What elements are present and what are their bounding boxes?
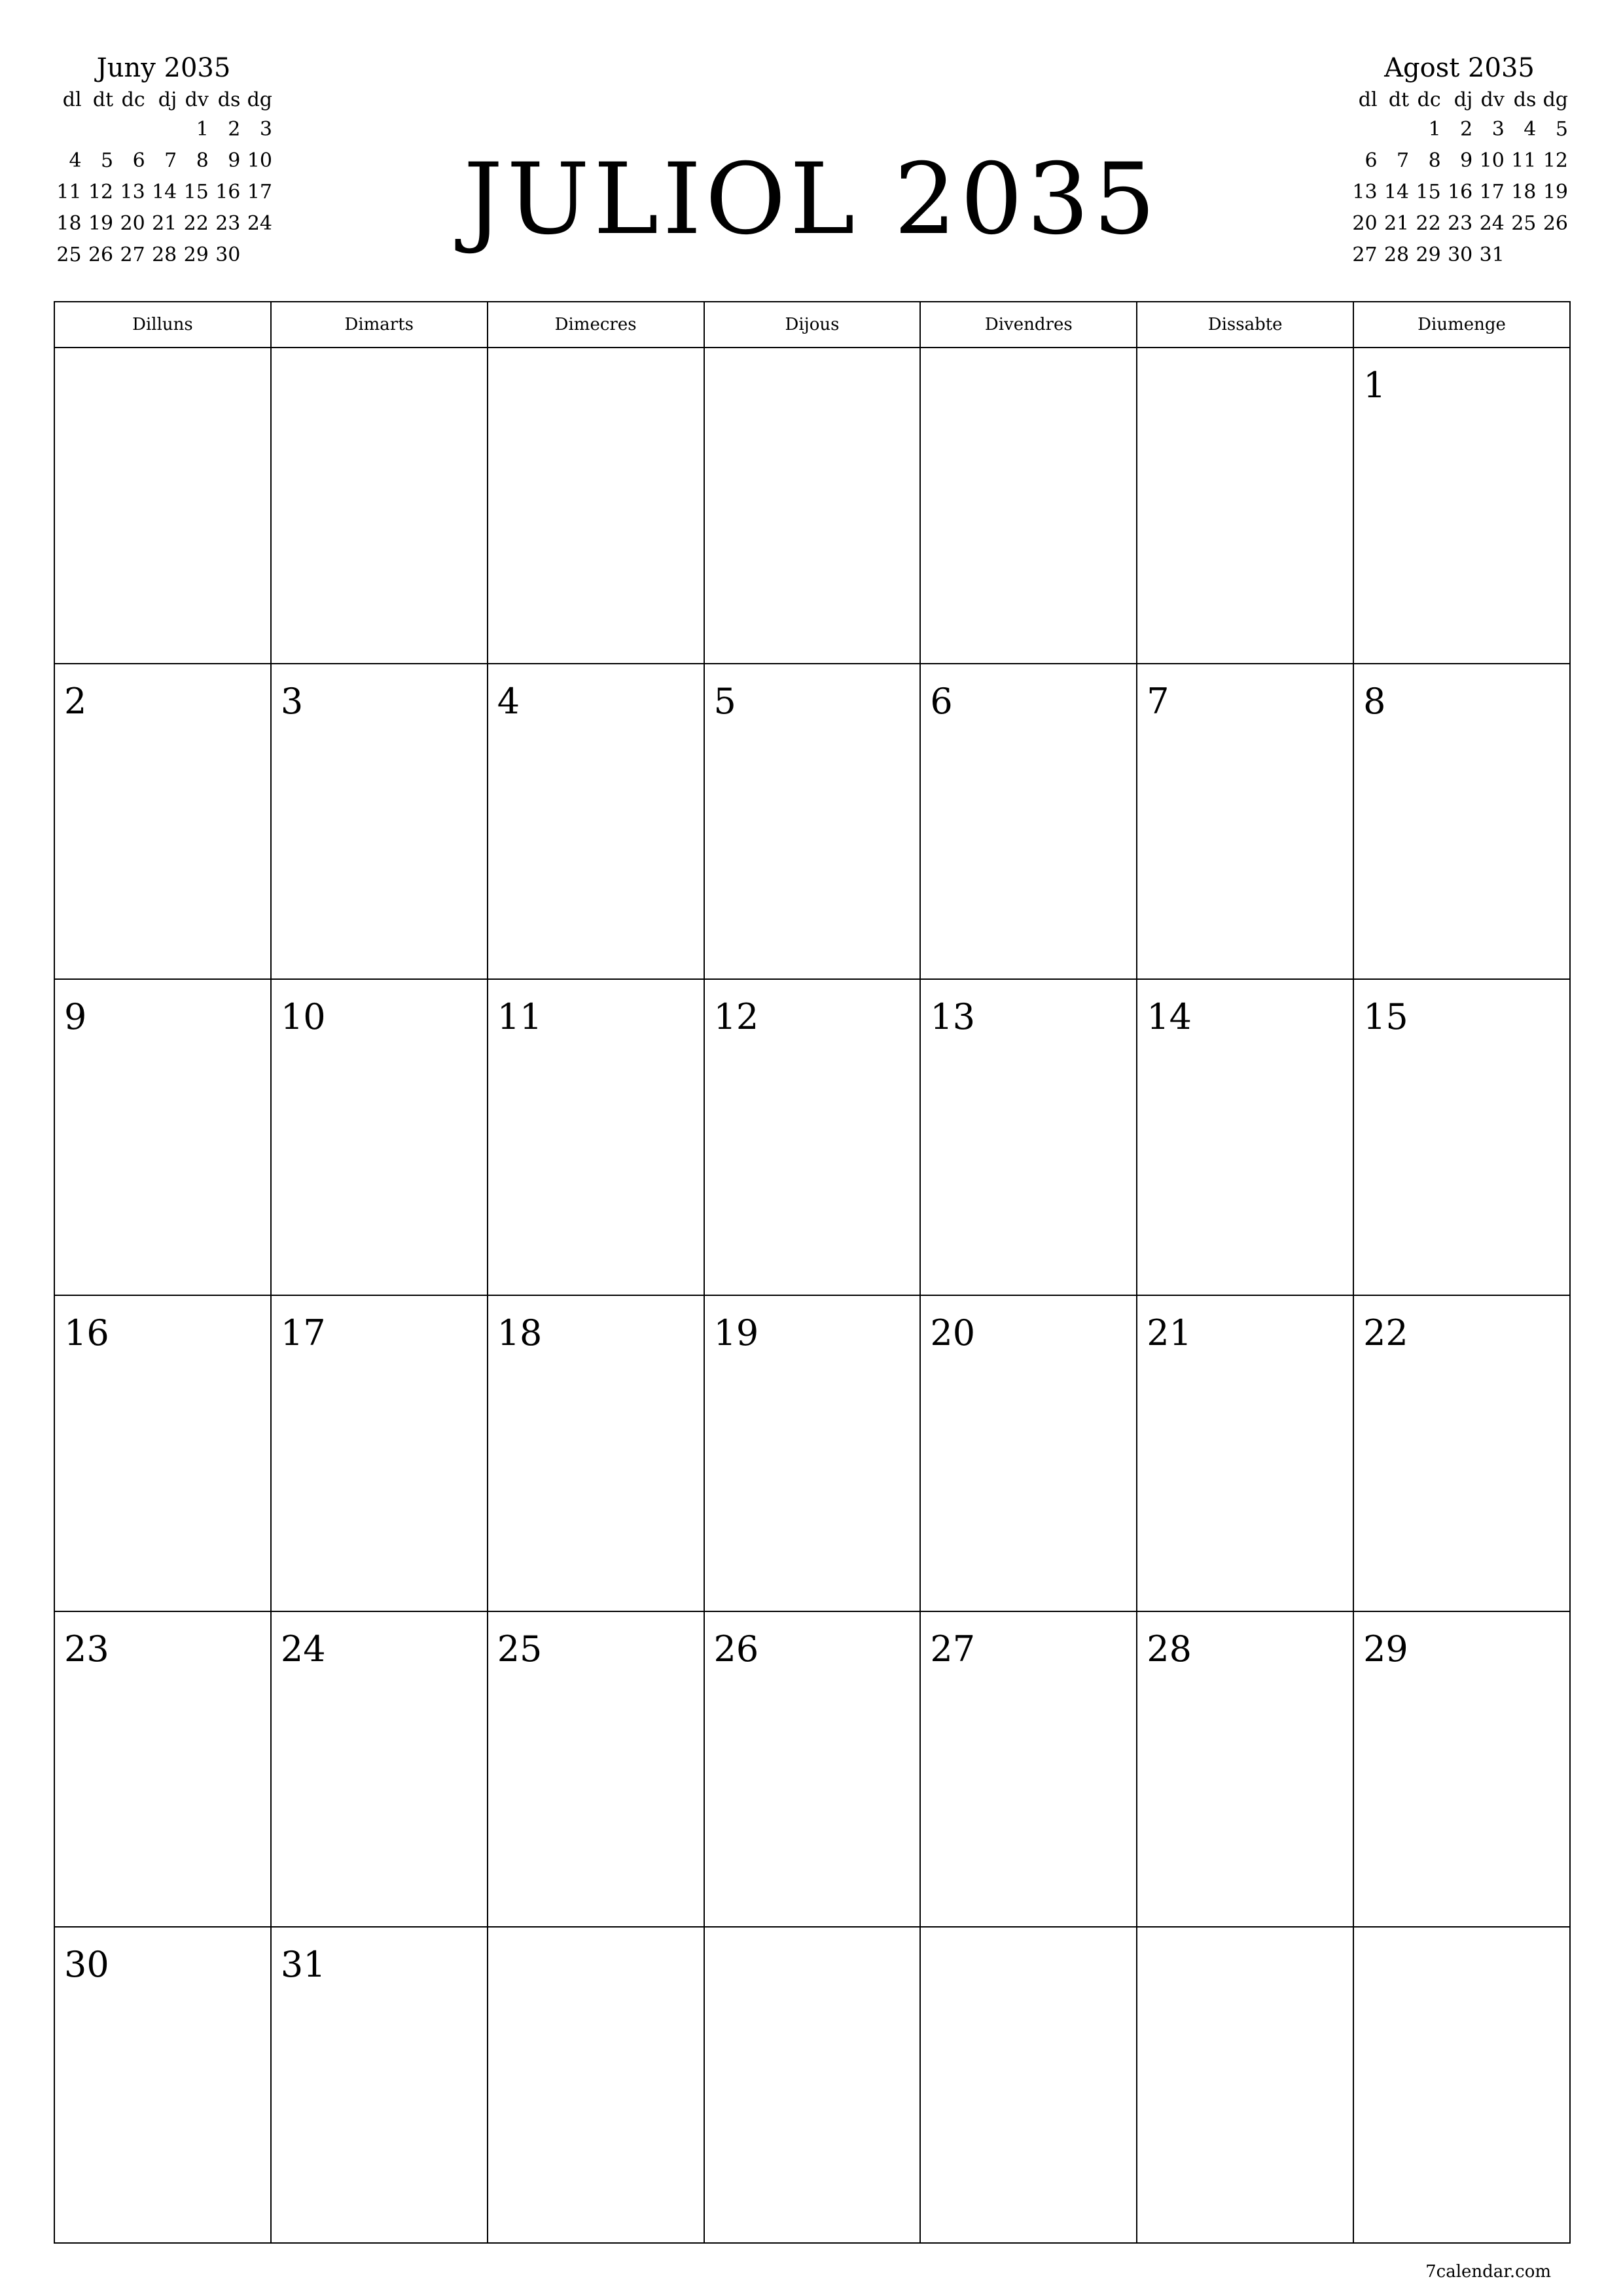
day-cell[interactable] — [271, 664, 488, 980]
mini-day: 13 — [1352, 181, 1378, 204]
day-number: 10 — [280, 996, 326, 1038]
day-number: 15 — [1363, 996, 1408, 1038]
day-number: 1 — [1363, 365, 1386, 406]
day-cell[interactable] — [704, 664, 921, 980]
day-number: 23 — [64, 1628, 109, 1670]
mini-day: 27 — [120, 243, 145, 266]
day-number: 18 — [497, 1312, 543, 1354]
day-cell[interactable] — [488, 979, 704, 1295]
mini-day: 18 — [1511, 181, 1537, 204]
mini-weekday: ds — [1513, 88, 1537, 111]
month-grid — [54, 301, 1571, 2244]
day-cell[interactable] — [1353, 1611, 1570, 1928]
mini-day: 10 — [1479, 149, 1505, 172]
day-cell[interactable] — [1353, 979, 1570, 1295]
mini-day — [1539, 240, 1571, 271]
mini-day: 19 — [88, 212, 114, 235]
mini-day — [1348, 114, 1380, 145]
mini-day: 7 — [1397, 149, 1410, 172]
day-number: 7 — [1147, 680, 1169, 722]
mini-day: 30 — [1448, 243, 1473, 266]
mini-day: 26 — [1543, 212, 1568, 235]
weekday-header: Dijous — [704, 302, 921, 348]
mini-weekday: dt — [1388, 88, 1410, 111]
weekday-header: Divendres — [920, 302, 1137, 348]
mini-day: 2 — [1460, 118, 1473, 141]
day-number: 30 — [64, 1944, 109, 1986]
mini-day: 14 — [152, 181, 177, 204]
weekday-header: Dimecres — [488, 302, 704, 348]
mini-calendar-next-title: Agost 2035 — [1384, 53, 1535, 83]
day-cell[interactable] — [271, 1927, 488, 2243]
mini-calendar-prev-title: Juny 2035 — [96, 53, 231, 83]
mini-weekday: dg — [1543, 88, 1568, 111]
mini-day — [1380, 114, 1412, 145]
mini-weekday: dl — [1358, 88, 1378, 111]
day-cell[interactable] — [920, 1295, 1137, 1611]
mini-day: 2 — [228, 118, 241, 141]
day-cell[interactable] — [1137, 1611, 1353, 1928]
day-number — [1137, 348, 1353, 363]
mini-day: 8 — [196, 149, 209, 172]
mini-weekday: dg — [247, 88, 272, 111]
day-number: 16 — [64, 1312, 109, 1354]
week-row — [54, 1295, 1570, 1611]
mini-day: 1 — [1428, 118, 1441, 141]
mini-day: 20 — [120, 212, 145, 235]
weekday-header: Dissabte — [1137, 302, 1353, 348]
week-row — [54, 348, 1570, 664]
day-cell[interactable] — [1137, 979, 1353, 1295]
mini-day: 21 — [1383, 212, 1410, 235]
day-number — [55, 348, 270, 363]
mini-day: 30 — [215, 243, 241, 266]
day-cell[interactable] — [54, 1611, 271, 1928]
day-cell[interactable] — [54, 979, 271, 1295]
day-number: 28 — [1147, 1628, 1192, 1670]
week-row — [54, 1927, 1570, 2243]
mini-day: 14 — [1383, 181, 1410, 204]
mini-week-row — [1348, 240, 1571, 271]
day-number — [1137, 1928, 1353, 1942]
day-number: 17 — [280, 1312, 326, 1354]
mini-weekday-row — [1348, 86, 1571, 114]
mini-day: 22 — [183, 212, 209, 235]
day-cell[interactable] — [488, 348, 704, 664]
day-number: 19 — [713, 1312, 759, 1354]
day-number — [705, 1928, 920, 1942]
mini-day: 4 — [69, 149, 82, 172]
mini-day: 22 — [1416, 212, 1441, 235]
day-cell[interactable] — [488, 1295, 704, 1611]
day-number: 27 — [930, 1628, 976, 1670]
day-cell[interactable] — [920, 1927, 1137, 2243]
day-cell[interactable] — [1353, 1927, 1570, 2243]
day-cell[interactable] — [271, 1295, 488, 1611]
day-number: 3 — [280, 680, 304, 722]
day-cell[interactable] — [1353, 348, 1570, 664]
mini-weekday: dv — [185, 88, 209, 111]
day-cell[interactable] — [54, 664, 271, 980]
day-number: 6 — [930, 680, 953, 722]
mini-day: 24 — [247, 212, 272, 235]
day-cell[interactable] — [271, 1611, 488, 1928]
mini-day: 18 — [56, 212, 82, 235]
mini-day: 27 — [1352, 243, 1378, 266]
mini-day: 15 — [183, 181, 209, 204]
day-number: 13 — [930, 996, 976, 1038]
mini-week-row — [1348, 114, 1571, 145]
mini-day: 26 — [88, 243, 114, 266]
mini-day: 31 — [1479, 243, 1505, 266]
mini-day: 16 — [1448, 181, 1473, 204]
mini-day: 16 — [215, 181, 241, 204]
day-number: 26 — [713, 1628, 759, 1670]
day-cell[interactable] — [488, 1611, 704, 1928]
mini-day: 11 — [56, 181, 82, 204]
day-cell[interactable] — [1353, 664, 1570, 980]
page-title: JULIOL 2035 — [463, 143, 1160, 257]
day-cell[interactable] — [704, 979, 921, 1295]
mini-weekday: ds — [217, 88, 241, 111]
mini-day: 3 — [259, 118, 272, 141]
day-cell[interactable] — [920, 664, 1137, 980]
day-number: 21 — [1147, 1312, 1192, 1354]
mini-weekday: dj — [158, 88, 177, 111]
mini-day: 25 — [1511, 212, 1537, 235]
day-number: 9 — [64, 996, 87, 1038]
day-number — [488, 348, 704, 363]
day-cell[interactable] — [271, 348, 488, 664]
mini-day: 21 — [152, 212, 177, 235]
day-cell[interactable] — [54, 1927, 271, 2243]
mini-week-row — [1348, 177, 1571, 208]
day-number — [272, 348, 487, 363]
day-cell[interactable] — [488, 1927, 704, 2243]
day-number: 22 — [1363, 1312, 1408, 1354]
day-number — [921, 1928, 1136, 1942]
mini-day: 9 — [1460, 149, 1473, 172]
mini-weekday: dj — [1454, 88, 1473, 111]
week-row — [54, 1611, 1570, 1928]
day-cell[interactable] — [488, 664, 704, 980]
day-cell[interactable] — [1137, 664, 1353, 980]
day-cell[interactable] — [1137, 1295, 1353, 1611]
mini-day: 4 — [1524, 118, 1537, 141]
mini-day: 10 — [247, 149, 272, 172]
mini-calendar-next-table — [1348, 86, 1571, 271]
weekday-header-row — [54, 302, 1570, 348]
mini-day: 28 — [152, 243, 177, 266]
day-number: 25 — [497, 1628, 543, 1670]
day-cell[interactable] — [920, 348, 1137, 664]
mini-day: 13 — [120, 181, 145, 204]
mini-weekday: dc — [121, 88, 145, 111]
day-cell[interactable] — [54, 1295, 271, 1611]
mini-day: 9 — [228, 149, 241, 172]
day-number: 5 — [713, 680, 736, 722]
mini-day: 15 — [1416, 181, 1441, 204]
mini-day: 5 — [101, 149, 114, 172]
day-number: 24 — [280, 1628, 326, 1670]
weekday-header: Dilluns — [54, 302, 271, 348]
mini-day: 11 — [1511, 149, 1537, 172]
mini-day: 12 — [1543, 149, 1568, 172]
day-cell[interactable] — [704, 1295, 921, 1611]
day-number — [705, 348, 920, 363]
mini-day: 24 — [1479, 212, 1505, 235]
mini-day: 5 — [1555, 118, 1568, 141]
day-number: 29 — [1363, 1628, 1408, 1670]
mini-day: 3 — [1491, 118, 1505, 141]
mini-day: 29 — [1416, 243, 1441, 266]
mini-weekday: dv — [1480, 88, 1505, 111]
day-cell[interactable] — [704, 1927, 921, 2243]
footer-credit: 7calendar.com — [1425, 2262, 1551, 2282]
day-number: 2 — [64, 680, 87, 722]
day-cell[interactable] — [54, 348, 271, 664]
mini-day: 8 — [1428, 149, 1441, 172]
day-cell[interactable] — [920, 979, 1137, 1295]
mini-day: 23 — [1448, 212, 1473, 235]
day-number — [921, 348, 1136, 363]
mini-calendar-next — [1348, 50, 1571, 271]
day-number: 31 — [280, 1944, 326, 1986]
day-number — [488, 1928, 704, 1942]
mini-day — [1507, 240, 1539, 271]
mini-week-row — [1348, 145, 1571, 177]
mini-day: 25 — [56, 243, 82, 266]
weekday-header: Diumenge — [1353, 302, 1570, 348]
mini-day: 19 — [1543, 181, 1568, 204]
day-cell[interactable] — [271, 979, 488, 1295]
day-cell[interactable] — [1137, 348, 1353, 664]
mini-day: 6 — [132, 149, 145, 172]
mini-day: 17 — [1479, 181, 1505, 204]
weekday-header: Dimarts — [271, 302, 488, 348]
mini-day: 23 — [215, 212, 241, 235]
day-cell[interactable] — [920, 1611, 1137, 1928]
day-cell[interactable] — [704, 348, 921, 664]
day-cell[interactable] — [1353, 1295, 1570, 1611]
mini-weekday: dl — [62, 88, 82, 111]
mini-weekday: dt — [92, 88, 114, 111]
mini-day: 1 — [196, 118, 209, 141]
day-number: 8 — [1363, 680, 1386, 722]
day-number: 14 — [1147, 996, 1192, 1038]
day-number — [1354, 1928, 1569, 1942]
mini-week-row — [1348, 208, 1571, 240]
day-number: 12 — [713, 996, 759, 1038]
mini-day: 29 — [183, 243, 209, 266]
day-cell[interactable] — [704, 1611, 921, 1928]
week-row — [54, 664, 1570, 980]
day-number: 4 — [497, 680, 520, 722]
mini-day: 17 — [247, 181, 272, 204]
mini-day: 20 — [1352, 212, 1378, 235]
mini-weekday-row — [52, 86, 275, 114]
mini-day: 6 — [1364, 149, 1378, 172]
mini-day: 28 — [1383, 243, 1410, 266]
week-row — [54, 979, 1570, 1295]
day-cell[interactable] — [1137, 1927, 1353, 2243]
day-number: 20 — [930, 1312, 976, 1354]
mini-weekday: dc — [1417, 88, 1441, 111]
day-number: 11 — [497, 996, 543, 1038]
mini-day: 7 — [164, 149, 177, 172]
mini-day: 12 — [88, 181, 114, 204]
